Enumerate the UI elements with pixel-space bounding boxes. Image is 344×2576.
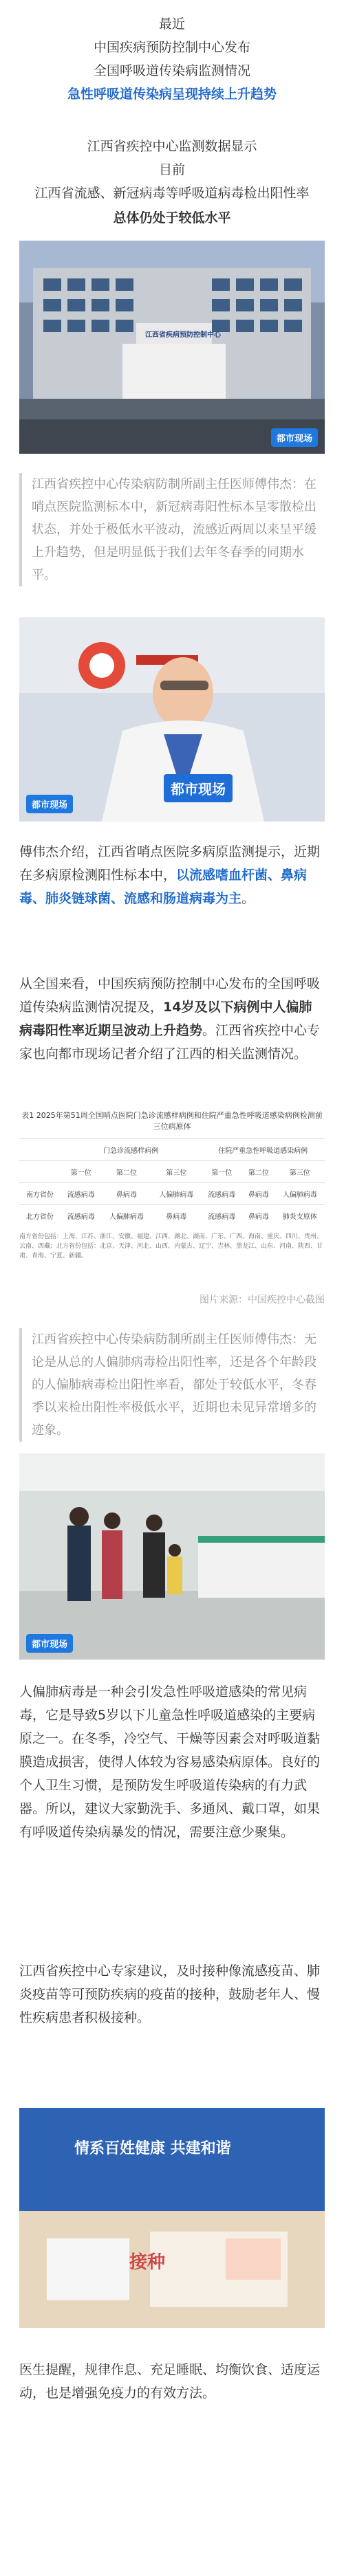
table-cell: 流感病毒 <box>61 1205 102 1227</box>
table-cell: 流感病毒 <box>201 1183 242 1205</box>
table-subheader-cell: 第三位 <box>275 1161 325 1183</box>
hospital-hall-photo <box>19 1453 325 1660</box>
paragraph-4: 江西省疾控中心专家建议，及时接种像流感疫苗、肺炎疫苗等可预防疾病的疫苗的接种，鼓励老年人、慢性疾病患者积极接种。 <box>19 1963 321 2025</box>
table-row <box>19 1183 325 1205</box>
vaccination-sign-text: 接种 <box>129 2252 166 2273</box>
header-line-8: 总体仍处于较低水平 <box>113 210 231 225</box>
quote-expert-2: 江西省疾控中心传染病防制所副主任医师傅伟杰：无论是从总的人偏肺病毒检出阳性率，还是各个年龄段的人偏肺病毒检出阳性率看，都处于较低水平，冬春季以来检出阳性率极低水平，近期也未见异常增多的迹象。 <box>19 1328 325 1442</box>
pathogen-table-grid <box>19 1138 325 1226</box>
dushi-xianchang-badge-3: 都市现场 <box>26 1634 73 1653</box>
building-sign-text: 江西省疾病预防控制中心 <box>145 331 221 339</box>
dushi-xianchang-badge-1: 都市现场 <box>271 428 318 447</box>
table-cell: 流感病毒 <box>61 1183 102 1205</box>
header-line-6: 目前 <box>158 162 185 177</box>
table-subheader-cell <box>19 1161 61 1183</box>
header-line-5: 江西省疾控中心监测数据显示 <box>87 139 257 154</box>
table-cell: 鼻病毒 <box>151 1205 201 1227</box>
paragraph-1-highlight: 以流感嗜血杆菌、鼻病毒、肺炎链球菌、流感和肠道病毒为主 <box>19 868 308 906</box>
table-image-caption: 图片来源：中国疾控中心截图 <box>200 1295 325 1306</box>
paragraph-2-bold: 14岁及以下病例中人偏肺病毒阳性率近期呈波动上升趋势 <box>19 1000 312 1038</box>
table-subheader-cell: 第一位 <box>201 1161 242 1183</box>
table-header-cell: 住院严重急性呼吸道感染病例 <box>201 1139 325 1161</box>
doctor-interview-photo <box>19 617 325 822</box>
quote-expert-1: 江西省疾控中心传染病防制所副主任医师傅伟杰：在哨点医院监测标本中，新冠病毒阳性标本呈零散检出状态，并处于极低水平波动，流感近两周以来呈平缓上升趋势，但是明显低于我们去年冬春季的同期水平。 <box>19 473 325 586</box>
pathogen-table-title: 表1 2025年第51周全国哨点医院门急诊流感样病例和住院严重急性呼吸道感染病例检测前三位病原体 <box>21 1111 323 1131</box>
table-cell: 南方省份 <box>19 1183 61 1205</box>
table-cell: 流感病毒 <box>201 1205 242 1227</box>
paragraph-1 <box>19 840 325 910</box>
table-header-cell <box>19 1139 61 1161</box>
dushi-xianchang-badge-2: 都市现场 <box>26 795 73 813</box>
table-cell: 人偏肺病毒 <box>102 1205 151 1227</box>
paragraph-1-prefix: 傅伟杰介绍，江西省哨点医院多病原监测提示，近期在多病原检测阳性标本中， <box>19 844 321 883</box>
header-line-7: 江西省流感、新冠病毒等呼吸道病毒检出阳性率 <box>34 186 310 201</box>
header-line-4-highlight: 急性呼吸道传染病呈现持续上升趋势 <box>67 87 277 102</box>
table-header-cell: 门急诊流感样病例 <box>61 1139 202 1161</box>
table-cell: 肺炎支原体 <box>275 1205 325 1227</box>
table-row <box>19 1205 325 1227</box>
table-cell: 鼻病毒 <box>242 1205 275 1227</box>
table-subheader-cell: 第三位 <box>151 1161 201 1183</box>
cdc-building-photo <box>19 241 325 454</box>
table-cell: 北方省份 <box>19 1205 61 1227</box>
paragraph-3: 人偏肺病毒是一种会引发急性呼吸道感染的常见病毒，它是导致5岁以下儿童急性呼吸道感染的主要病原之一。在冬季，冷空气、干燥等因素会对呼吸道黏膜造成损害，使得人体较为容易感染病原体。良好的个人卫生习惯，是预防发生呼吸道传染病的有力武器。所以，建议大家勤洗手、多通风、戴口罩，如果有呼吸道传染病暴发的情况，需要注意少聚集。 <box>19 1684 321 1840</box>
header-line-2: 中国疾病预防控制中心发布 <box>93 40 250 55</box>
table-header-row <box>19 1139 325 1161</box>
table-subheader-cell: 第二位 <box>242 1161 275 1183</box>
header-line-3: 全国呼吸道传染病监测情况 <box>93 63 250 78</box>
table-subheader-row <box>19 1161 325 1183</box>
paragraph-5: 医生提醒，规律作息、充足睡眠、均衡饮食、适度运动，也是增强免疫力的有效方法。 <box>19 2362 321 2401</box>
pathogen-table <box>19 1105 325 1291</box>
paragraph-2-prefix: 从全国来看，中国疾病预防控制中心发布的全国呼吸道传染病监测情况提及， <box>19 976 321 1015</box>
vaccination-banner-text: 情系百姓健康 共建和谐 <box>74 2140 231 2157</box>
table-cell: 人偏肺病毒 <box>151 1183 201 1205</box>
paragraph-1-suffix: 。 <box>241 891 255 906</box>
table-cell: 鼻病毒 <box>242 1183 275 1205</box>
header-line-1: 最近 <box>158 16 185 32</box>
table-cell: 人偏肺病毒 <box>275 1183 325 1205</box>
pathogen-table-note: 南方省份包括：上海、江苏、浙江、安徽、福建、江西、湖北、湖南、广东、广西、海南、重庆、四川、贵州、云南、西藏；北方省份包括：北京、天津、河北、山西、内蒙古、辽宁、吉林、黑龙江、山东、河南、陕西、甘肃、青海、宁夏、新疆。 <box>19 1233 323 1259</box>
vaccination-area-photo <box>19 2108 325 2328</box>
paragraph-2-suffix: 。江西省疾控中心专家也向都市现场记者介绍了江西的相关监测情况。 <box>19 1023 321 1061</box>
table-subheader-cell: 第二位 <box>102 1161 151 1183</box>
dushi-xianchang-live-badge: 都市现场 <box>164 774 233 802</box>
paragraph-2 <box>19 972 325 1066</box>
table-subheader-cell: 第一位 <box>61 1161 102 1183</box>
table-cell: 鼻病毒 <box>102 1183 151 1205</box>
